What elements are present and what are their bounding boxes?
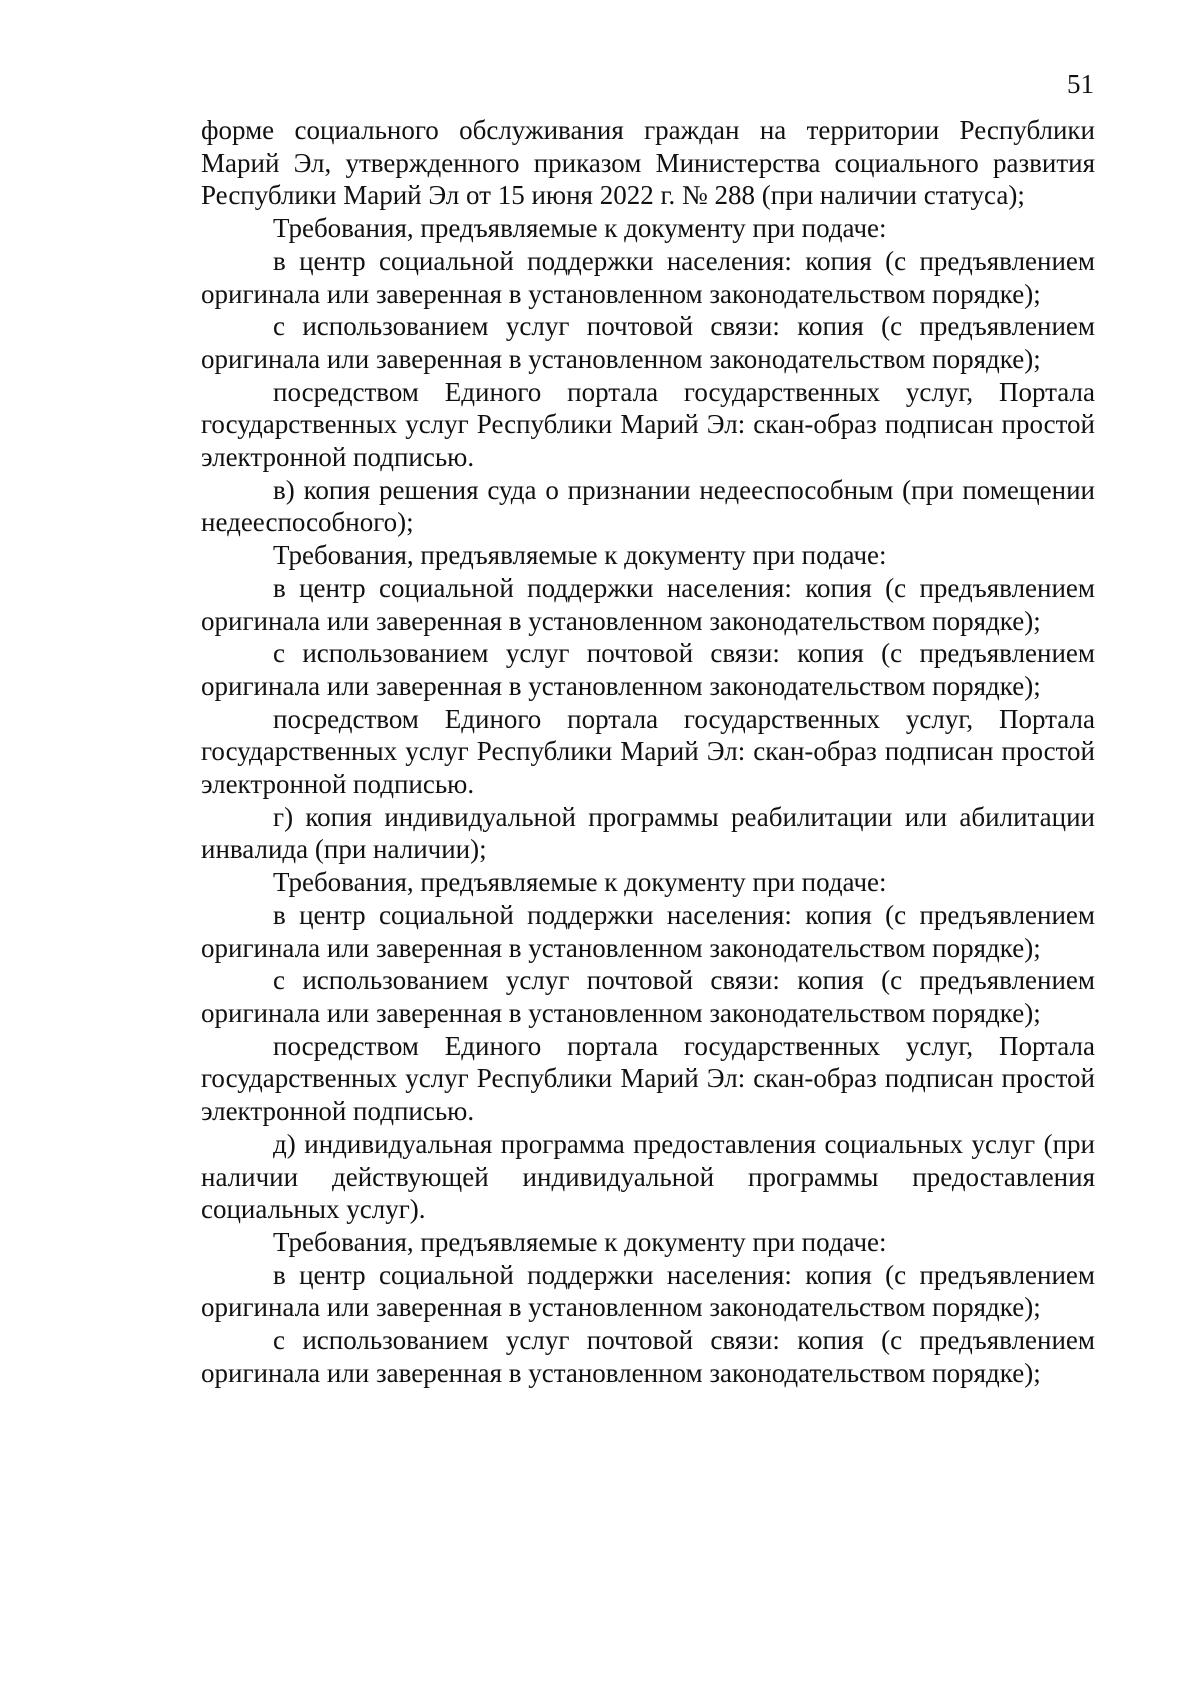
paragraph-requirement-post: с использованием услуг почтовой связи: копия (с предъявлением оригинала или заверенная в установленном законодательством порядке); (201, 638, 1095, 701)
paragraph-requirement-center: в центр социальной поддержки населения: копия (с предъявлением оригинала или заверенная в установленном законодательством порядке); (201, 1259, 1095, 1323)
document-body (201, 114, 1095, 1389)
paragraph-requirement-portal: посредством Единого портала государственных услуг, Портала государственных услуг Республики Марий Эл: скан-образ подписан простой электронной подписью. (201, 1030, 1095, 1127)
paragraph-item-d: д) индивидуальная программа предоставления социальных услуг (при наличии действующей индивидуальной программы предоставления социальных услуг). (201, 1128, 1095, 1225)
paragraph-requirement-center: в центр социальной поддержки населения: копия (с предъявлением оригинала или заверенная в установленном законодательством порядке); (201, 899, 1095, 963)
paragraph-requirement-portal: посредством Единого портала государственных услуг, Портала государственных услуг Республики Марий Эл: скан-образ подписан простой электронной подписью. (201, 376, 1095, 473)
paragraph-requirement-portal: посредством Единого портала государственных услуг, Портала государственных услуг Республики Марий Эл: скан-образ подписан простой электронной подписью. (201, 703, 1095, 800)
paragraph-requirements-heading: Требования, предъявляемые к документу при подаче: (273, 1226, 887, 1257)
paragraph-requirement-post: с использованием услуг почтовой связи: копия (с предъявлением оригинала или заверенная в установленном законодательством порядке); (201, 1325, 1095, 1388)
paragraph-requirements-heading: Требования, предъявляемые к документу при подаче: (273, 867, 887, 898)
paragraph-requirement-center: в центр социальной поддержки населения: копия (с предъявлением оригинала или заверенная в установленном законодательством порядке); (201, 245, 1095, 309)
paragraph-requirement-post: с использованием услуг почтовой связи: копия (с предъявлением оригинала или заверенная в установленном законодательством порядке); (201, 965, 1095, 1028)
paragraph-requirement-post: с использованием услуг почтовой связи: копия (с предъявлением оригинала или заверенная в установленном законодательством порядке); (201, 311, 1095, 374)
paragraph-continuation: форме социального обслуживания граждан на территории Республики Марий Эл, утвержденного приказом Министерства социального развития Республики Марий Эл от 15 июня 2022 г. № 288 (при наличии статуса); (201, 115, 1095, 211)
paragraph-item-g: г) копия индивидуальной программы реабилитации или абилитации инвалида (при наличии); (201, 801, 1095, 865)
paragraph-requirements-heading: Требования, предъявляемые к документу при подаче: (273, 540, 887, 571)
page-number: 51 (1067, 69, 1094, 99)
paragraph-requirement-center: в центр социальной поддержки населения: копия (с предъявлением оригинала или заверенная в установленном законодательством порядке); (201, 572, 1095, 636)
paragraph-requirements-heading: Требования, предъявляемые к документу при подаче: (273, 213, 887, 244)
paragraph-item-v: в) копия решения суда о признании недееспособным (при помещении недееспособного); (201, 474, 1095, 538)
